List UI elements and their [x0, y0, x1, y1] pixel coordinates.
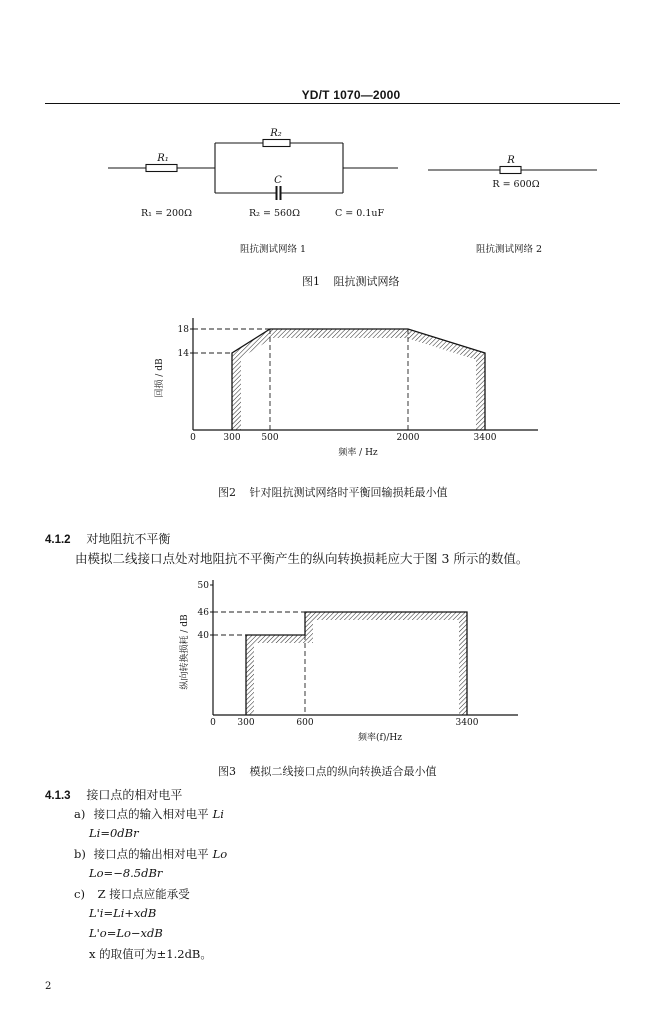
network-2-name: 阻抗测试网络 2	[476, 244, 543, 255]
section-title: 对地阻抗不平衡	[86, 532, 171, 546]
section-4-1-2-heading	[45, 530, 170, 547]
list-item	[74, 886, 190, 902]
resistor-r2	[263, 140, 290, 147]
resistor-r	[500, 167, 521, 174]
x-tick-label: 0	[190, 433, 196, 443]
formula: L'i=Li+xdB	[89, 906, 157, 920]
x-tick-label: 2000	[396, 433, 420, 443]
x-tick-label: 3400	[455, 718, 479, 728]
section-number: 4.1.2	[45, 534, 71, 546]
figure-2-chart	[140, 310, 550, 465]
item-variable: Li	[212, 807, 224, 821]
r1-value: R₁ = 200Ω	[141, 208, 192, 219]
c-label: C	[274, 175, 282, 186]
resistor-r1	[146, 165, 177, 172]
x-axis-label: 频率(f)/Hz	[358, 733, 402, 743]
y-tick-label: 18	[177, 325, 189, 335]
impedance-test-networks-diagram	[100, 120, 610, 225]
chart-marks	[198, 580, 518, 728]
caption-text: 模拟二线接口点的纵向转换适合最小值	[249, 765, 437, 778]
item-text: 接口点的输出相对电平	[93, 847, 209, 861]
x-tick-label: 500	[261, 433, 279, 443]
y-tick-label: 46	[197, 608, 209, 618]
y-tick-label: 50	[197, 581, 209, 591]
item-text: Z 接口点应能承受	[97, 887, 190, 901]
item-label: c)	[74, 887, 85, 901]
y-tick-label: 40	[197, 631, 209, 641]
list-item	[74, 806, 224, 822]
formula: Lo=−8.5dBr	[89, 866, 163, 880]
figure-2-caption	[218, 484, 448, 500]
y-tick-label: 14	[177, 349, 189, 359]
caption-number: 图2	[218, 486, 236, 499]
network-1-circuit	[108, 140, 398, 201]
header-rule	[45, 103, 620, 104]
r2-label: R₂	[270, 128, 282, 139]
r1-label: R₁	[157, 153, 169, 164]
x-tick-label: 0	[210, 718, 216, 728]
item-label: b)	[74, 847, 86, 861]
page-number: 2	[45, 981, 52, 992]
hatched-band	[246, 612, 467, 715]
caption-number: 图1	[302, 275, 320, 288]
limit-line	[246, 612, 467, 715]
y-axis-label: 回损 / dB	[155, 358, 165, 398]
r2-value: R₂ = 560Ω	[249, 208, 300, 219]
list-item	[74, 846, 227, 862]
c-value: C = 0.1uF	[335, 208, 385, 219]
formula: Li=0dBr	[89, 826, 139, 840]
caption-text: 阻抗测试网络	[333, 275, 400, 288]
r-value: R = 600Ω	[492, 179, 540, 190]
section-number: 4.1.3	[45, 790, 71, 802]
section-4-1-3-heading	[45, 786, 182, 803]
figure-3-caption	[218, 763, 437, 779]
section-title: 接口点的相对电平	[86, 788, 183, 802]
x-tick-label: 600	[296, 718, 314, 728]
item-label: a)	[74, 807, 86, 821]
x-tick-label: 3400	[473, 433, 497, 443]
x-tick-label: 300	[237, 718, 255, 728]
chart-marks	[178, 318, 538, 443]
document-id: YD/T 1070—2000	[301, 88, 401, 102]
r-label: R	[507, 155, 515, 166]
caption-number: 图3	[218, 765, 236, 778]
x-tick-label: 300	[223, 433, 241, 443]
network-1-name: 阻抗测试网络 1	[240, 244, 307, 255]
formula: L'o=Lo−xdB	[89, 926, 163, 940]
caption-text: 针对阻抗测试网络时平衡回输损耗最小值	[249, 486, 448, 499]
network-2-circuit	[428, 167, 597, 174]
tolerance-note: x 的取值可为±1.2dB。	[89, 947, 212, 961]
figure-1-caption	[302, 273, 400, 289]
item-variable: Lo	[212, 847, 228, 861]
y-axis-label: 纵向转换损耗 / dB	[180, 614, 190, 690]
section-4-1-2-body: 由模拟二线接口点处对地阻抗不平衡产生的纵向转换损耗应大于图 3 所示的数值。	[75, 551, 529, 566]
item-text: 接口点的输入相对电平	[93, 807, 209, 821]
x-axis-label: 频率 / Hz	[338, 448, 378, 458]
figure-3-chart	[170, 575, 530, 745]
